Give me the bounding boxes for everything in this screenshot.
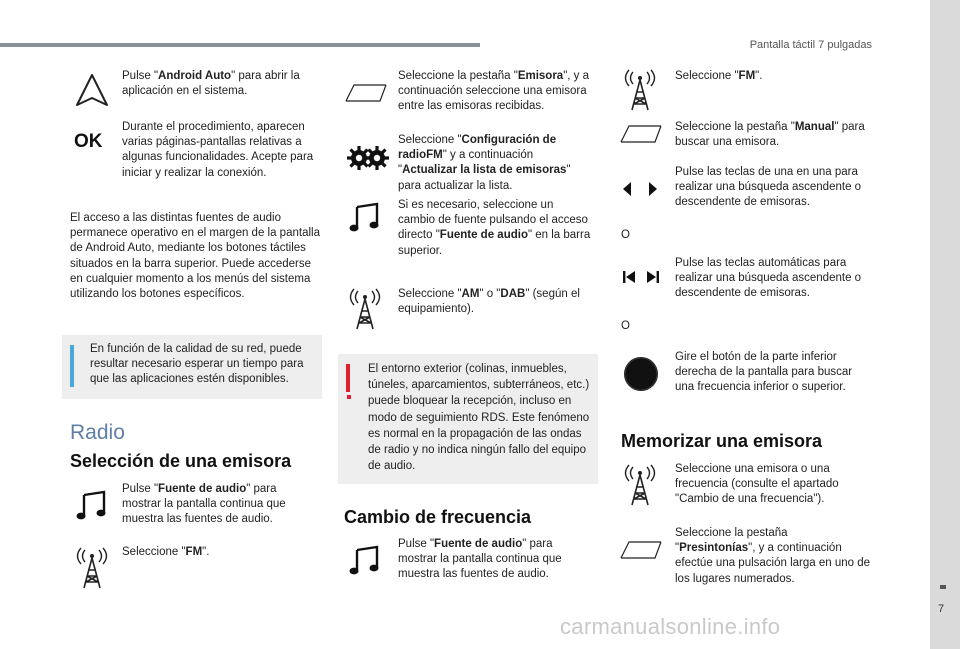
seek-arrows-icon bbox=[620, 178, 660, 200]
ok-icon: OK bbox=[74, 131, 103, 152]
necesario-text: Si es necesario, seleccione un cambio de fuente pulsando el acceso directo "Fuente de audio" en la barra superior. bbox=[398, 199, 591, 257]
or-label: O bbox=[621, 320, 630, 332]
antenna-icon bbox=[620, 463, 660, 507]
warning-text: El entorno exterior (colinas, inmuebles, túneles, aparcamientos, subterráneos, etc.) puede bloquear la recepción, incluso en modo de seguimiento RDS. Este fenómeno es normal en la propagación de las ondas de radio y no indica ningún fallo del equipo de audio. bbox=[368, 363, 590, 473]
tab-icon bbox=[620, 539, 662, 561]
section-title-frecuencia: Cambio de frecuencia bbox=[344, 507, 532, 527]
ok-text: Durante el procedimiento, aparecen varias páginas-pantallas relativas a algunas funcionalidades. Acepte para iniciar y realizar la conexión. bbox=[122, 121, 314, 179]
android-auto-paragraph: El acceso a las distintas fuentes de audio permanece operativo en el margen de la pantalla de Android Auto, mediante los botones táctiles situados en la barra superior. Puede accederse en cualquier momento a los menús del sistema utilizando los botones específicos. bbox=[70, 212, 320, 301]
music-note-icon bbox=[345, 543, 385, 577]
manual-text: Seleccione la pestaña "Manual" para buscar una emisora. bbox=[675, 121, 865, 149]
page-marker bbox=[940, 585, 946, 589]
warning-box bbox=[338, 354, 598, 484]
music-note-icon bbox=[345, 200, 385, 234]
tab-icon bbox=[620, 123, 662, 145]
info-box bbox=[62, 335, 322, 399]
side-margin-strip bbox=[930, 0, 960, 649]
arrows-text: Pulse las teclas de una en una para realizar una búsqueda ascendente o descendente de emisoras. bbox=[675, 166, 862, 209]
rotary-knob-icon bbox=[620, 353, 662, 395]
section-title-memorizar: Memorizar una emisora bbox=[621, 431, 823, 451]
fm-text-2: Seleccione "FM". bbox=[675, 70, 763, 82]
section-title-seleccion: Selección de una emisora bbox=[70, 451, 292, 471]
config-text: Seleccione "Configuración de radioFM" y a continuación "Actualizar la lista de emisoras" para actualizar la lista. bbox=[398, 134, 571, 192]
skip-text: Pulse las teclas automáticas para realizar una búsqueda ascendente o descendente de emisoras. bbox=[675, 257, 862, 300]
source-text-1: Pulse "Fuente de audio" para mostrar la pantalla continua que muestra las fuentes de audio. bbox=[122, 483, 286, 526]
antenna-icon bbox=[620, 68, 660, 112]
antenna-icon bbox=[72, 546, 112, 590]
music-note-icon bbox=[72, 488, 112, 522]
antenna-icon bbox=[345, 287, 385, 331]
warning-icon bbox=[346, 364, 350, 392]
info-text: En función de la calidad de su red, puede resultar necesario esperar un tiempo para que las aplicaciones estén disponibles. bbox=[90, 343, 304, 386]
header-rule bbox=[0, 43, 480, 47]
knob-text: Gire el botón de la parte inferior derecha de la pantalla para buscar una frecuencia inferior o superior. bbox=[675, 351, 853, 394]
emisora-text: Seleccione la pestaña "Emisora", y a continuación seleccione una emisora entre las emisoras recibidas. bbox=[398, 70, 590, 113]
skip-arrows-icon bbox=[620, 266, 662, 288]
presintonias-text: Seleccione la pestaña "Presintonías", y a continuación efectúe una pulsación larga en uno de los lugares numerados. bbox=[675, 527, 871, 585]
watermark: carmanualsonline.info bbox=[560, 614, 781, 639]
android-auto-icon bbox=[72, 70, 112, 112]
am-dab-text: Seleccione "AM" o "DAB" (según el equipamiento). bbox=[398, 288, 580, 316]
header-title: Pantalla táctil 7 pulgadas bbox=[749, 39, 872, 51]
settings-gears-icon bbox=[345, 143, 389, 173]
android-auto-text: Pulse "Android Auto" para abrir la aplicación en el sistema. bbox=[122, 70, 300, 98]
or-label: O bbox=[621, 229, 630, 241]
page-number: 7 bbox=[938, 603, 945, 615]
tab-icon bbox=[345, 82, 387, 104]
info-icon bbox=[70, 345, 74, 387]
source-text-2: Pulse "Fuente de audio" para mostrar la pantalla continua que muestra las fuentes de audio. bbox=[398, 538, 562, 581]
fm-text-1: Seleccione "FM". bbox=[122, 546, 210, 558]
warning-icon-dot bbox=[347, 395, 351, 399]
section-title-radio: Radio bbox=[70, 421, 125, 444]
memorizar-text: Seleccione una emisora o una frecuencia (consulte el apartado "Cambio de una frecuencia"). bbox=[675, 463, 839, 506]
